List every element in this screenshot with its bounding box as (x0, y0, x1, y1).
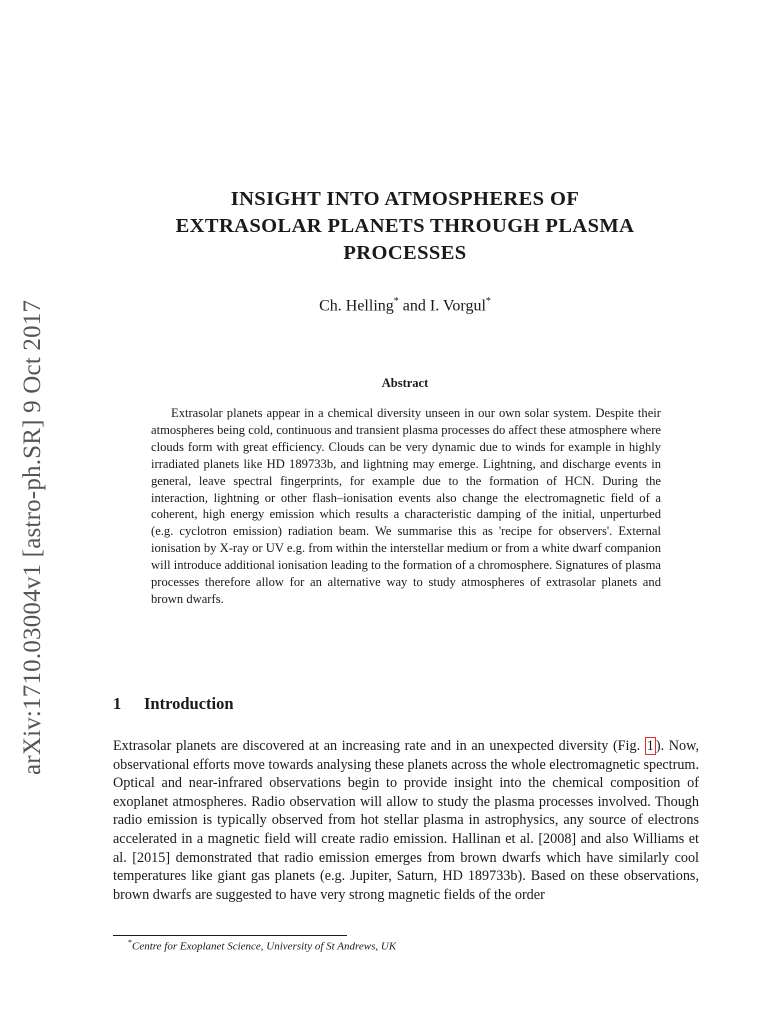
section-title: Introduction (144, 694, 234, 713)
section-number: 1 (113, 694, 122, 713)
affiliation-footnote (128, 938, 396, 953)
introduction-paragraph (113, 737, 699, 904)
author-vorgul: I. Vorgul (429, 297, 486, 315)
footnote-text: Centre for Exoplanet Science, University of St Andrews, UK (132, 940, 397, 953)
author-helling: Ch. Helling (319, 297, 394, 315)
title-line-2: EXTRASOLAR PLANETS THROUGH PLASMA (175, 215, 635, 237)
section-heading-introduction (113, 694, 234, 714)
intro-text-start: Extrasolar planets are discovered at an increasing rate and in an unexpected diversity (Fig. (113, 738, 645, 754)
author-affiliation-mark: * (393, 296, 399, 307)
author-affiliation-mark: * (485, 296, 491, 307)
title-line-3: PROCESSES (343, 242, 467, 264)
abstract-heading: Abstract (381, 376, 429, 390)
author-separator: and (398, 297, 430, 315)
footnote-mark: * (128, 938, 132, 947)
abstract-text: Extrasolar planets appear in a chemical diversity unseen in our own solar system. Despite their atmospheres being cold, continuous and transient plasma processes do affect these atmosphere where clouds form with great efficiency. Clouds can be very dynamic due to winds for example in highly irradiated planets like HD 189733b, and lightning may emerge. Lightning, and discharge events in general, leave spectral fingerprints, for example due to the formation of HCN. During the interaction, lightning or other flash–ionisation events also change the electromagnetic field of a coherent, high energy emission which results a characteristic damping of the initial, unperturbed (e.g. cyclotron emission) radiation beam. We summarise this as 'recipe for observers'. External ionisation by X-ray or UV e.g. from within the interstellar medium or from a white dwarf companion will introduce additional ionisation leading to the formation of a chromosphere. Signatures of plasma processes therefore allow for an alternative way to study atmospheres of extrasolar planets and brown dwarfs. (151, 406, 662, 606)
footnote-divider (113, 935, 347, 936)
arxiv-identifier: arXiv:1710.03004v1 [astro-ph.SR] 9 Oct 2017 (19, 299, 46, 775)
intro-text-rest: ). Now, observational efforts move towards analysing these planets across the whole electromagnetic spectrum. Optical and near-infrared observations begin to provide insight into the chemical composition of exoplanet atmospheres. Radio observation will allow to study the plasma processes involved. Though radio emission is typically observed from hot stellar plasma in astrophysics, any source of electrons accelerated in a magnetic field will create radio emission. Hallinan et al. [2008] and also Williams et al. [2015] demonstrated that radio emission emerges from brown dwarfs which have similarly cool temperatures like giant gas planets (e.g. Jupiter, Saturn, HD 189733b). Based on these observations, brown dwarfs are suggested to have very strong magnetic fields of the order (113, 738, 699, 903)
title-line-1: INSIGHT INTO ATMOSPHERES OF (230, 188, 580, 210)
author-list (110, 296, 700, 315)
figure-reference-link[interactable]: 1 (646, 738, 654, 754)
paper-title (110, 186, 700, 267)
